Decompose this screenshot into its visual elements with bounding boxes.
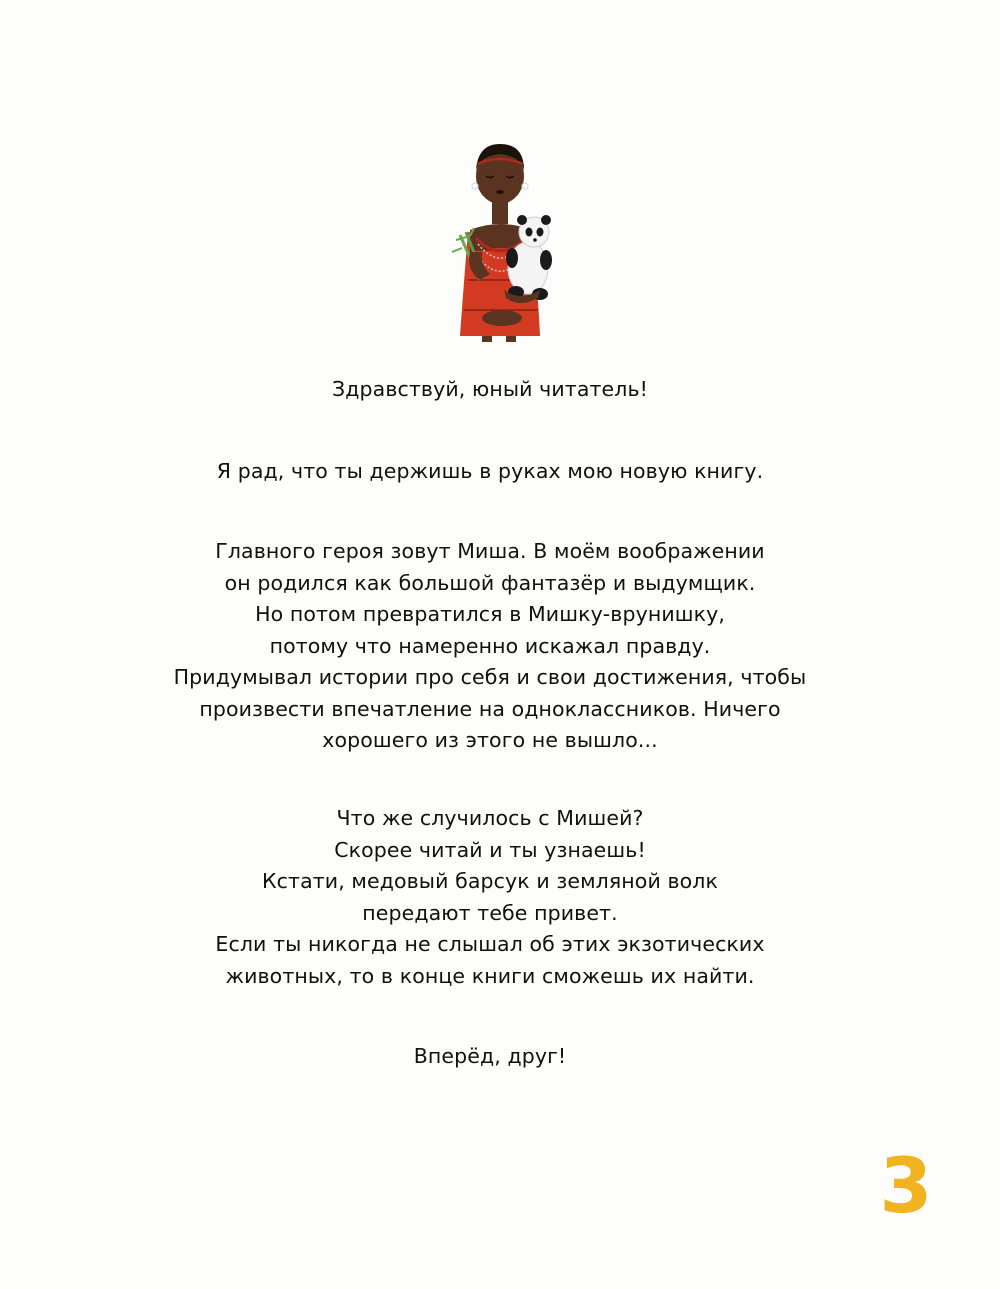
intro-line: Я рад, что ты держишь в руках мою новую книгу. — [216, 459, 764, 483]
story-line: Главного героя зовут Миша. В моём воображении — [215, 539, 765, 563]
question-line: животных, то в конце книги сможешь их найти. — [225, 963, 755, 988]
question-line: Кстати, медовый барсук и земляной волк — [262, 869, 718, 893]
page-number: 3 — [879, 1141, 933, 1230]
story-line: Но потом превратился в Мишку-врунишку, — [255, 602, 725, 626]
greeting-text — [100, 374, 880, 406]
girl-with-panda-illustration — [440, 140, 560, 345]
intro-text — [100, 456, 880, 488]
story-line: хорошего из этого не вышло... — [322, 728, 658, 752]
farewell-text — [100, 1041, 880, 1073]
question-line: передают тебе привет. — [362, 900, 618, 925]
story-line: произвести впечатление на одноклассников. Ничего — [199, 696, 781, 721]
farewell-line: Вперёд, друг! — [413, 1044, 567, 1068]
story-paragraph — [100, 536, 880, 757]
question-line: Что же случилось с Мишей? — [336, 806, 644, 830]
question-line: Если ты никогда не слышал об этих экзотических — [215, 932, 765, 956]
story-line: потому что намеренно искажал правду. — [269, 633, 711, 658]
question-paragraph — [100, 803, 880, 992]
story-line: Придумывал истории про себя и свои достижения, чтобы — [173, 665, 807, 689]
greeting-line: Здравствуй, юный читатель! — [332, 377, 648, 401]
question-line: Скорее читай и ты узнаешь! — [334, 837, 646, 862]
story-line: он родился как большой фантазёр и выдумщик. — [224, 570, 756, 595]
